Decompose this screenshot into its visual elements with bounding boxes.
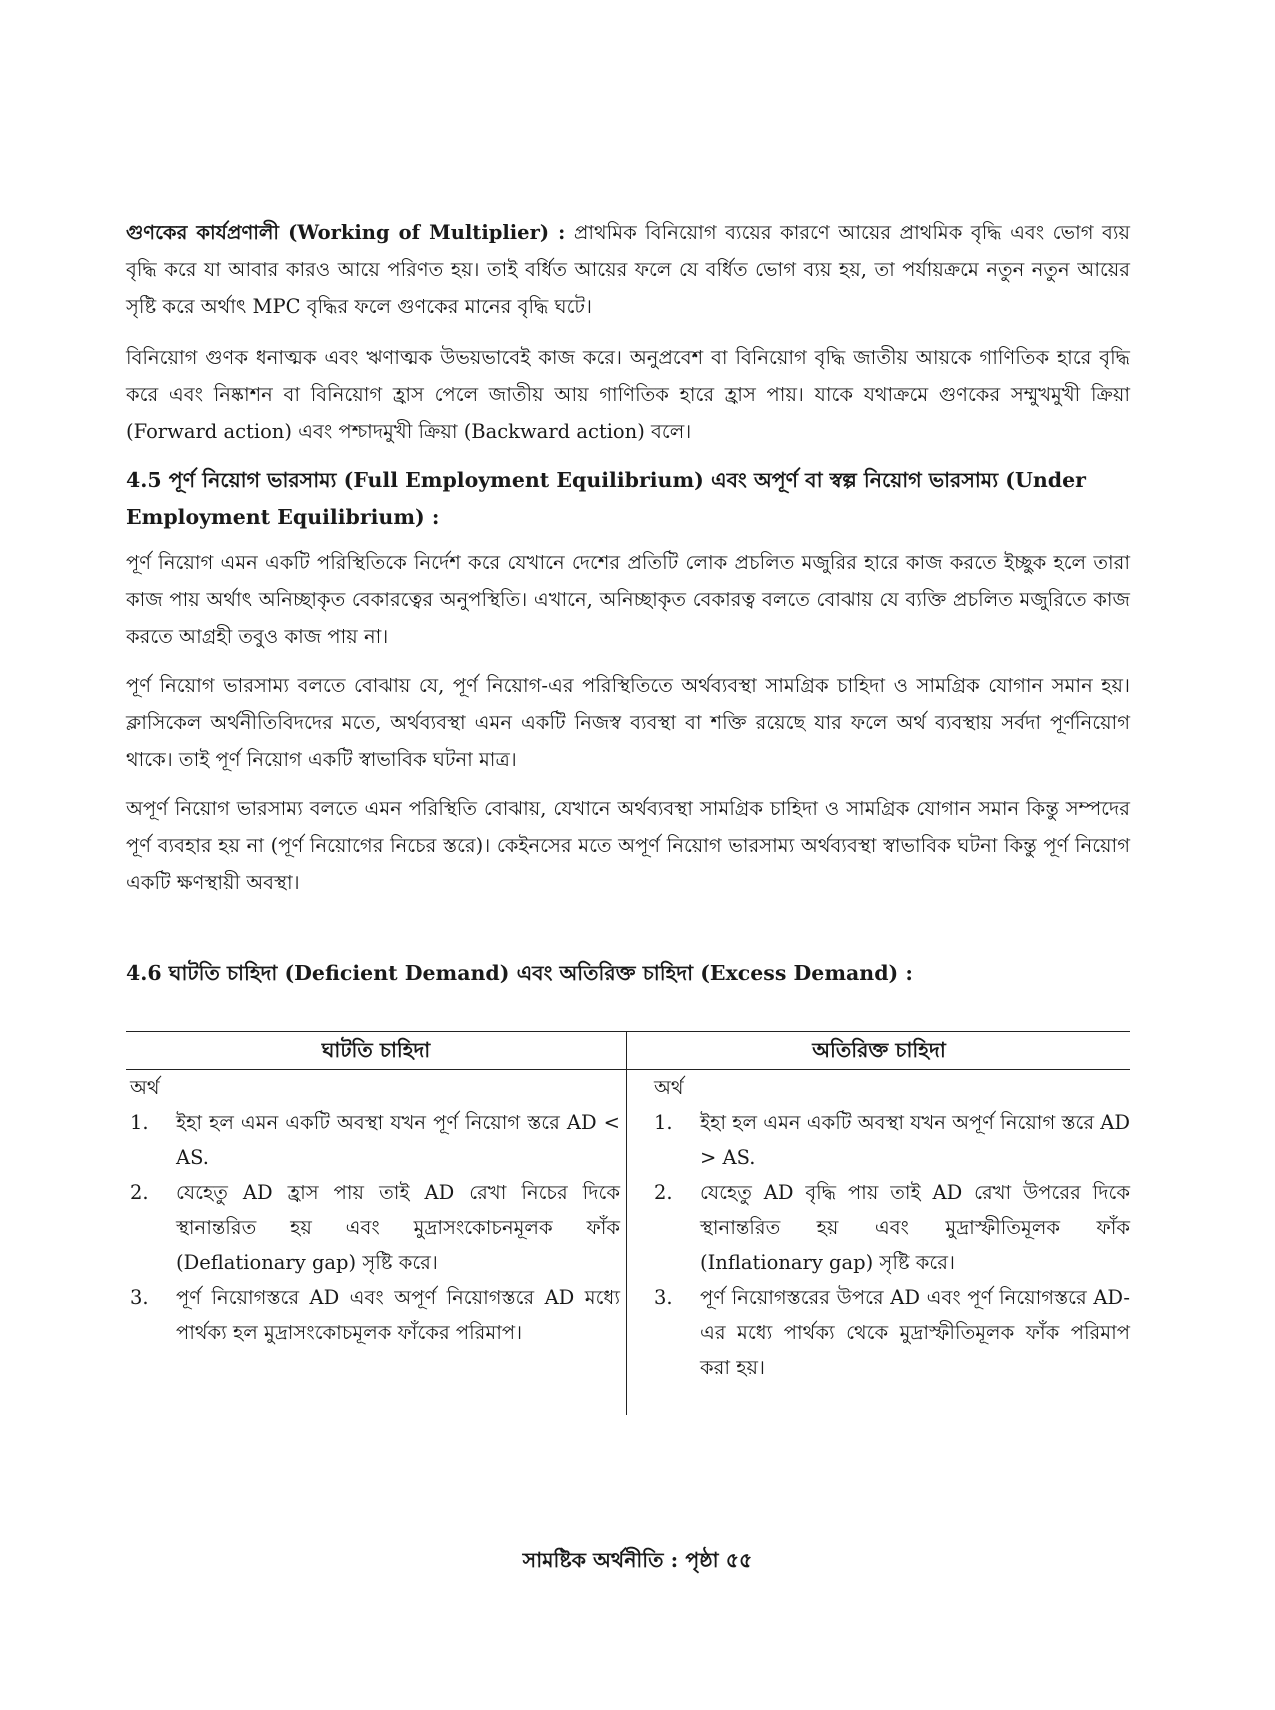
deficient-demand-list — [130, 1105, 620, 1350]
list-item-text: পূর্ণ নিয়োগস্তরের উপরে AD এবং পূর্ণ নিয়োগস্তরে AD-এর মধ্যে পার্থক্য থেকে মুদ্রাস্ফীতিমূলক ফাঁক পরিমাপ করা হয়। — [700, 1286, 1130, 1379]
list-item-number: 1. — [130, 1111, 149, 1134]
multiplier-body: প্রাথমিক বিনিয়োগ ব্যয়ের কারণে আয়ের প্রাথমিক বৃদ্ধি এবং ভোগ ব্যয় বৃদ্ধি করে যা আবার কারও আয়ে পরিণত হয়। তাই বর্ধিত আয়ের ফলে যে বর্ধিত ভোগ ব্যয় হয়, তা পর্যায়ক্রমে নতুন নতুন আয়ের সৃষ্টি করে অর্থাৎ MPC বৃদ্ধির ফলে গুণকের মানের বৃদ্ধি ঘটে। — [126, 221, 1130, 318]
list-item-number: 3. — [654, 1286, 673, 1309]
deficient-meaning-label: অর্থ — [130, 1076, 160, 1099]
demand-comparison-table — [126, 1031, 1130, 1415]
list-item — [654, 1280, 1130, 1385]
list-item — [130, 1280, 620, 1350]
list-item-number: 1. — [654, 1111, 673, 1134]
list-item-number: 2. — [654, 1181, 673, 1204]
section-4-5-paragraph-1: পূর্ণ নিয়োগ এমন একটি পরিস্থিতিকে নির্দেশ করে যেখানে দেশের প্রতিটি লোক প্রচলিত মজুরির হারে কাজ করতে ইচ্ছুক হলে তারা কাজ পায় অর্থাৎ অনিচ্ছাকৃত বেকারত্বের অনুপস্থিতি। এখানে, অনিচ্ছাকৃত বেকারত্ব বলতে বোঝায় যে ব্যক্তি প্রচলিত মজুরিতে কাজ করতে আগ্রহী তবুও কাজ পায় না। — [126, 551, 1130, 648]
excess-demand-header: অতিরিক্ত চাহিদা — [812, 1038, 946, 1062]
section-4-5-paragraph-2: পূর্ণ নিয়োগ ভারসাম্য বলতে বোঝায় যে, পূর্ণ নিয়োগ-এর পরিস্থিতিতে অর্থব্যবস্থা সামগ্রিক চাহিদা ও সামগ্রিক যোগান সমান হয়। ক্লাসিকেল অর্থনীতিবিদদের মতে, অর্থব্যবস্থা এমন একটি নিজস্ব ব্যবস্থা বা শক্তি রয়েছে যার ফলে অর্থ ব্যবস্থায় সর্বদা পূর্ণনিয়োগ থাকে। তাই পূর্ণ নিয়োগ একটি স্বাভাবিক ঘটনা মাত্র। — [126, 674, 1130, 771]
list-item — [130, 1175, 620, 1280]
section-4-6-heading: 4.6 ঘাটতি চাহিদা (Deficient Demand) এবং অতিরিক্ত চাহিদা (Excess Demand) : — [126, 961, 913, 985]
excess-demand-column — [628, 1031, 1130, 1385]
list-item-text: পূর্ণ নিয়োগস্তরে AD এবং অপূর্ণ নিয়োগস্তরে AD মধ্যে পার্থক্য হল মুদ্রাসংকোচমূলক ফাঁকের পরিমাপ। — [176, 1286, 620, 1344]
list-item-text: যেহেতু AD হ্রাস পায় তাই AD রেখা নিচের দিকে স্থানান্তরিত হয় এবং মুদ্রাসংকোচনমূলক ফাঁক (Deflationary gap) সৃষ্টি করে। — [176, 1181, 620, 1274]
excess-demand-list — [654, 1105, 1130, 1385]
page-footer: সামষ্টিক অর্থনীতি : পৃষ্ঠা ৫৫ — [522, 1548, 753, 1572]
list-item-number: 2. — [130, 1181, 149, 1204]
section-4-5-paragraph-3: অপূর্ণ নিয়োগ ভারসাম্য বলতে এমন পরিস্থিতি বোঝায়, যেখানে অর্থব্যবস্থা সামগ্রিক চাহিদা ও সামগ্রিক যোগান সমান কিন্তু সম্পদের পূর্ণ ব্যবহার হয় না (পূর্ণ নিয়োগের নিচের স্তরে)। কেইনসের মতে অপূর্ণ নিয়োগ ভারসাম্য অর্থব্যবস্থা স্বাভাবিক ঘটনা কিন্তু পূর্ণ নিয়োগ একটি ক্ষণস্থায়ী অবস্থা। — [126, 797, 1130, 894]
deficient-demand-header: ঘাটতি চাহিদা — [321, 1038, 431, 1062]
list-item-text: ইহা হল এমন একটি অবস্থা যখন অপূর্ণ নিয়োগ স্তরে AD > AS. — [700, 1111, 1130, 1169]
list-item-text: যেহেতু AD বৃদ্ধি পায় তাই AD রেখা উপরের দিকে স্থানান্তরিত হয় এবং মুদ্রাস্ফীতিমূলক ফাঁক (Inflationary gap) সৃষ্টি করে। — [700, 1181, 1130, 1274]
section-4-5-heading: 4.5 পূর্ণ নিয়োগ ভারসাম্য (Full Employment Equilibrium) এবং অপূর্ণ বা স্বল্প নিয়োগ ভারসাম্য (Under Employment Equilibrium) : — [126, 468, 1086, 529]
multiplier-paragraph-2: বিনিয়োগ গুণক ধনাত্মক এবং ঋণাত্মক উভয়ভাবেই কাজ করে। অনুপ্রবেশ বা বিনিয়োগ বৃদ্ধি জাতীয় আয়কে গাণিতিক হারে বৃদ্ধি করে এবং নিষ্কাশন বা বিনিয়োগ হ্রাস পেলে জাতীয় আয় গাণিতিক হারে হ্রাস পায়। যাকে যথাক্রমে গুণকের সম্মুখমুখী ক্রিয়া (Forward action) এবং পশ্চাদমুখী ক্রিয়া (Backward action) বলে। — [126, 346, 1130, 443]
multiplier-heading: গুণকের কার্যপ্রণালী (Working of Multiplier) : — [126, 221, 566, 244]
list-item — [654, 1175, 1130, 1280]
page-content — [126, 214, 1130, 992]
table-column-divider — [626, 1031, 627, 1415]
deficient-demand-column — [126, 1031, 626, 1350]
list-item-text: ইহা হল এমন একটি অবস্থা যখন পূর্ণ নিয়োগ স্তরে AD < AS. — [176, 1111, 620, 1169]
list-item — [654, 1105, 1130, 1175]
list-item — [130, 1105, 620, 1175]
excess-meaning-label: অর্থ — [654, 1076, 684, 1099]
list-item-number: 3. — [130, 1286, 149, 1309]
multiplier-paragraph — [126, 214, 1130, 325]
